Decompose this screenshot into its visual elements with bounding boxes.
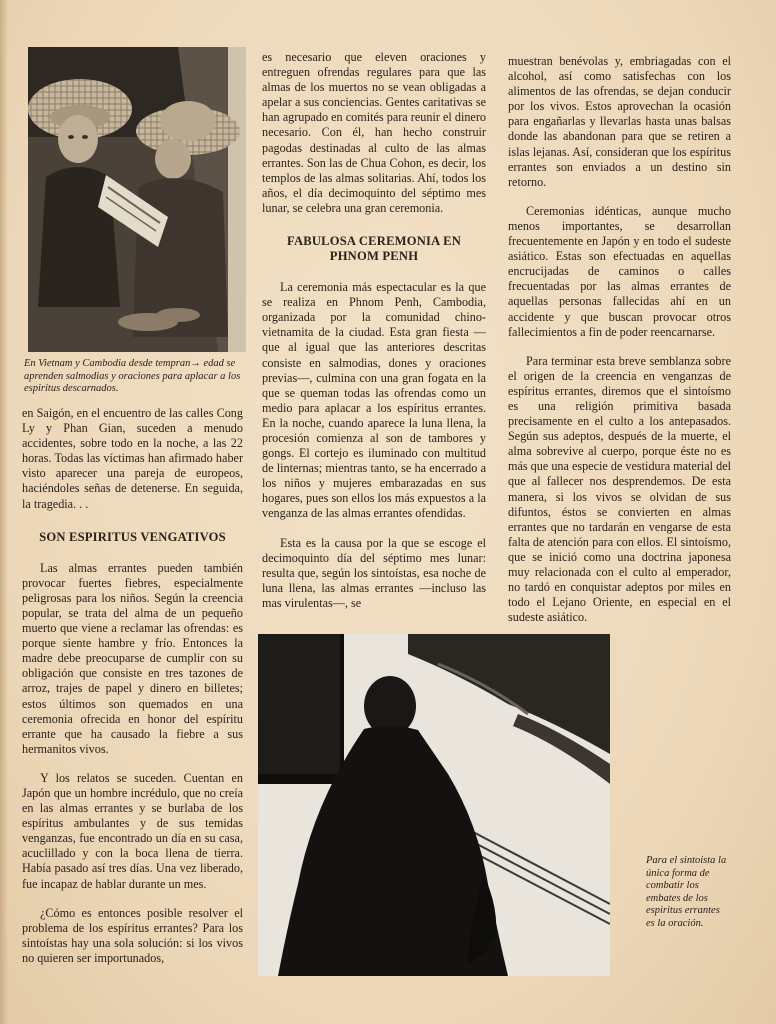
- column-3: [508, 54, 731, 625]
- photo1-caption: En Vietnam y Cambodia desde tempran→ edad se aprenden salmodias y oraciones para aplacar a los espiritus descarnados.: [24, 358, 241, 394]
- col1-section-heading: SON ESPIRITUS VENGATIVOS: [39, 529, 226, 544]
- col2-section-heading: FABULOSA CEREMONIA EN PHNOM PENH: [286, 234, 461, 264]
- children-photo-illustration: [28, 47, 246, 352]
- column-1: [22, 406, 243, 966]
- photo2-caption: Para el sintoista la única forma de combatir los embates de los espiritus errantes es la oración.: [646, 855, 727, 929]
- children-straw-hats-photo: [28, 47, 246, 352]
- col3-paragraph-3: Para terminar esta breve semblanza sobre el origen de la creencia en venganzas de espíritus errantes, diremos que el sintoísmo es una religión primitiva basada precisamente en el culto a los antepasados. Según sus adeptos, después de la muerte, el alma sobrevive al cuerpo, porque éste no es más que una especie de vestidura material del que al fallecer nos desprendemos. De esta manera, si los vivos se olvidan de sus difuntos, éstos se convierten en almas errantes que no tardarán en vengarse de esta falta de atención para con ellos. El sintoísmo, que se inició como una doctrina japonesa muy relacionada con el culto al emperador, no tardó en conquistar adeptos por miles en todo el Lejano Oriente, en especial en el sudeste asiático.: [508, 353, 732, 625]
- page-edge-shadow: [0, 0, 8, 1024]
- col1-paragraph-4: ¿Cómo es entonces posible resolver el problema de los espíritus errantes? Para los sintoístas hay una sola solución: si los vivos no quieren ser importunados,: [22, 905, 243, 965]
- col2-paragraph-2: La ceremonia más espectacular es la que se realiza en Phnom Penh, Cambodia, organizada por la comunidad chino-vietnamita de la ciudad. Esta gran fiesta —que al igual que las anteriores descritas consiste en salmodias, dones y oraciones previas—, culmina con una gran fogata en la que se queman todas las ofrendas como un medio para aplacar a los espíritus errantes. En la noche, cuando aparece la luna llena, la procesión comienza al son de tambores y gongs. El cortejo es iluminado con multitud de linternas; mientras tanto, se ha encerrado a los niños y mujeres embarazadas en sus hogares, pues son ellos los más expuestos a la venganza de las almas errantes ofendidas.: [262, 280, 486, 521]
- col2-paragraph-3: Esta es la causa por la que se escoge el decimoquinto día del séptimo mes lunar: resulta que, según los sintoístas, esa noche de luna llena, las almas errantes —incluso las mas virulentas—, se: [262, 535, 486, 610]
- col3-paragraph-1: muestran benévolas y, embriagadas con el alcohol, así como satisfechas con los alimentos de las ofrendas, se dejan conducir por los vivos. Estos aprovechan la ocasión para engañarlas y llevarlas hasta unas balsas donde las abandonan para que se retiren a islas lejanas. Así, consideran que los espíritus errantes son enviados a un destino sin retorno.: [508, 54, 731, 189]
- col2-paragraph-1: es necesario que eleven oraciones y entreguen ofrendas regulares para que las almas de los muertos no se vean obligadas a apelar a sus conciencias. Gentes caritativas se han agrupado en comités para reunir el dinero necesario. Con él, han hecho construir pagodas destinadas al culto de las almas errantes. Son las de Chua Cohon, es decir, los templos de las almas solitarias. Ahí, todos los años, el día decimoquinto del séptimo mes lunar, se celebra una gran ceremonia.: [262, 50, 486, 215]
- col3-paragraph-2: Ceremonias idénticas, aunque mucho menos importantes, se desarrollan frecuentemente en Japón y en todo el sudeste asiático. Estas son efectuadas en aquellas encrucijadas de caminos o calles frecuentadas por las almas errantes de aquellas personas fallecidas ahí en un accidente y que buscan provocar otros fallecimientos a fin de poder reencarnarse.: [508, 203, 731, 339]
- column-2: [262, 50, 486, 611]
- praying-figure-illustration: [258, 634, 610, 976]
- col1-paragraph-3: Y los relatos se suceden. Cuentan en Japón que un hombre incrédulo, que no creía en las almas errantes y se burlaba de los espíritus ambulantes y de sus temidas venganzas, fue encontrado un día en su casa, acuclillado y con la boca llena de tierra. Había pasado así tres días. Una vez liberado, fue incapaz de hablar durante un mes.: [22, 770, 243, 891]
- praying-figure-photo: [258, 634, 610, 976]
- col1-paragraph-2: Las almas errantes pueden también provocar fuertes fiebres, especialmente peligrosas para los niños. Según la creencia popular, se trata del alma de un pequeño muerto que viene a reclamar las ofrendas: es porque siente hambre y frío. Entonces la madre debe preocuparse de cumplir con su obligación que consiste en tres tazones de arroz, trajes de papel y dinero en billetes; estos últimos son quemados en una ceremonia ofrecida en honor del espíritu errante que ha causado la fiebre a sus hermanitos vivos.: [22, 560, 243, 756]
- col1-paragraph-1: en Saigón, en el encuentro de las calles Cong Ly y Phan Gian, suceden a menudo accidentes, sobre todo en la noche, a las 22 horas. Todas las víctimas han afirmado haber visto aparecer una pareja de europeos, haciéndoles señas de detenerse. En seguida, la tragedia. . .: [22, 406, 243, 511]
